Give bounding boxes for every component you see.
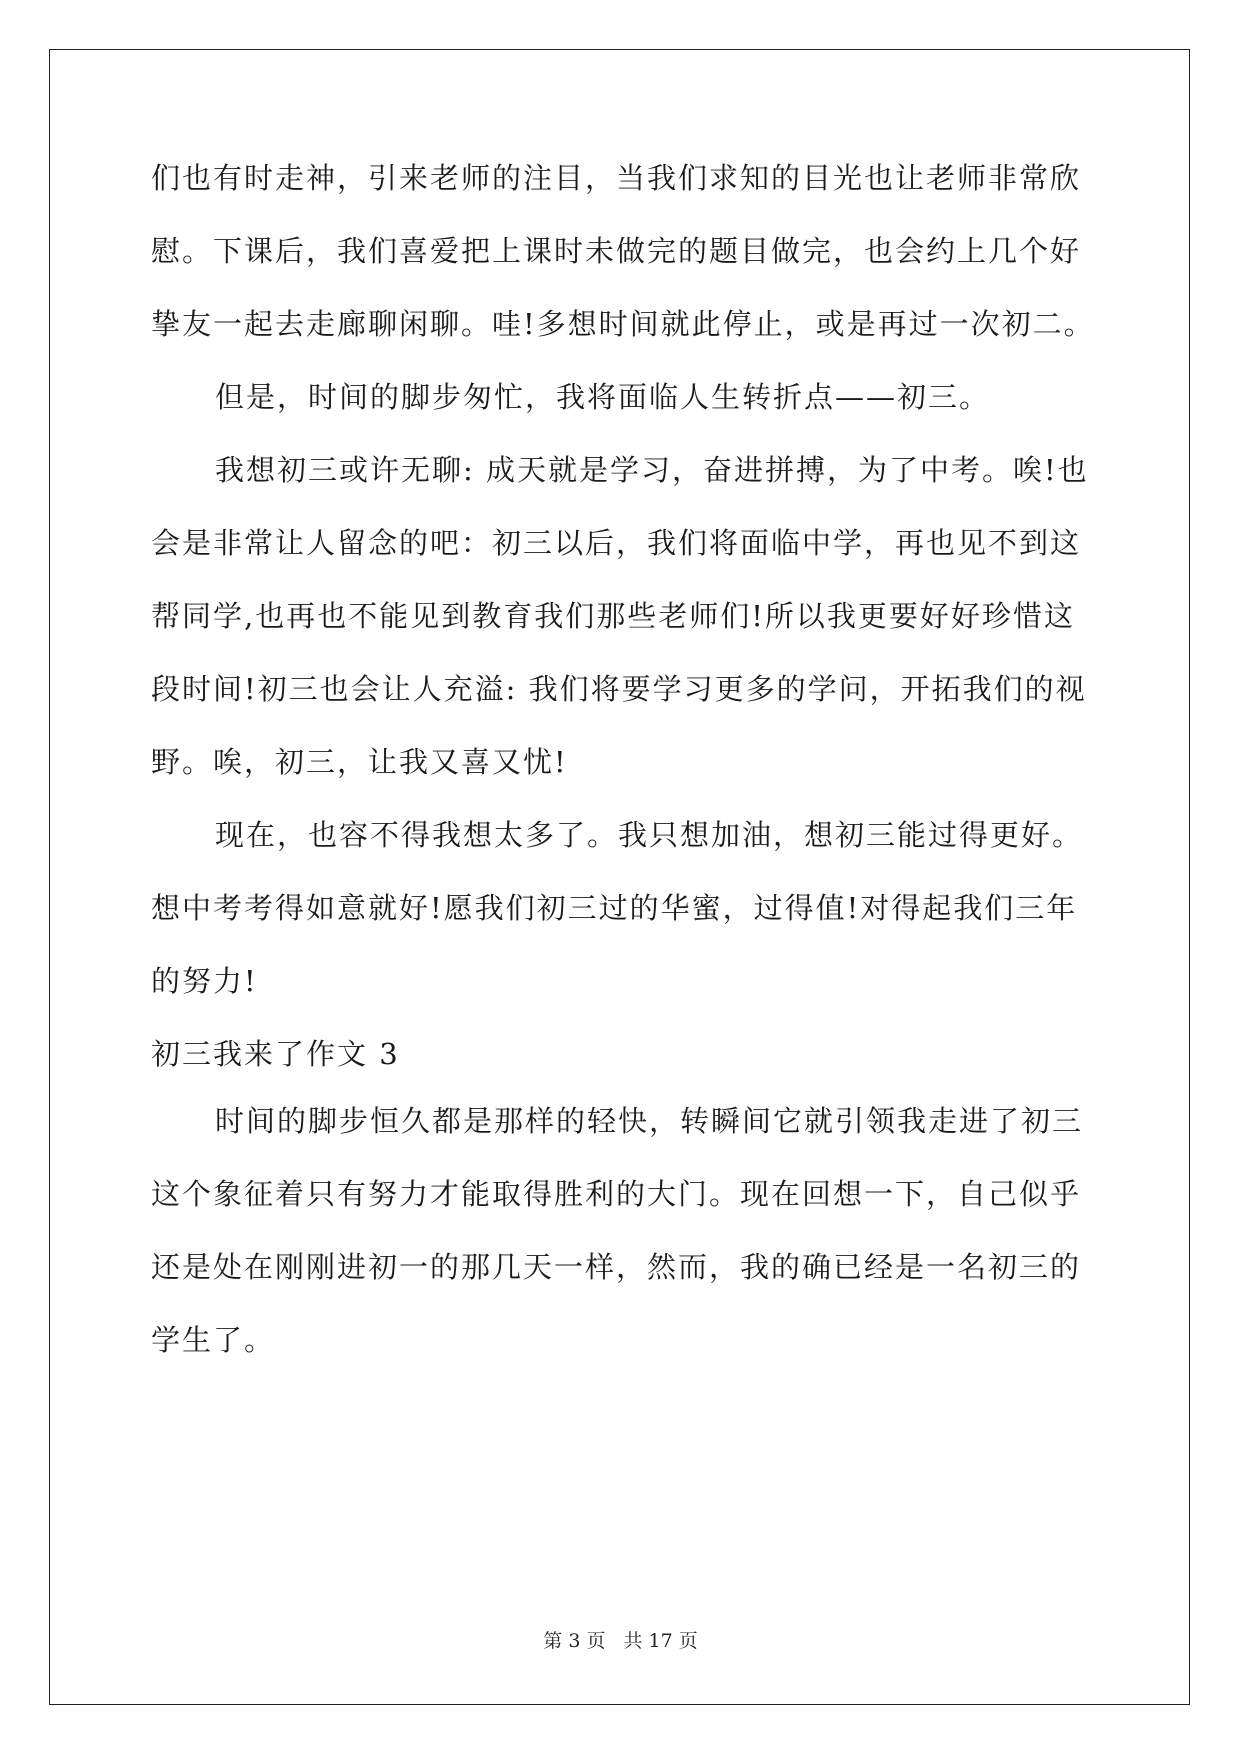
section-heading: 初三我来了作文 3 [151,1037,400,1071]
text-line: 们也有时走神，引来老师的注目，当我们求知的目光也让老师非常欣 [151,161,1082,195]
document-body [151,158,1095,1393]
text-line: 还是处在刚刚进初一的那几天一样，然而，我的确已经是一名初三的 [151,1250,1082,1284]
text-line: 学生了。 [151,1323,276,1357]
paragraph-start-line: 但是，时间的脚步匆忙，我将面临人生转折点——初三。 [215,380,991,414]
current-page-number: 第 3 页 [543,1630,606,1652]
text-line: 的努力! [151,964,258,998]
text-line: 慰。下课后，我们喜爱把上课时未做完的题目做完，也会约上几个好 [151,234,1082,268]
text-line: 挚友一起去走廊聊闲聊。哇!多想时间就此停止，或是再过一次初二。 [151,307,1095,341]
paragraph-start-line: 现在，也容不得我想太多了。我只想加油，想初三能过得更好。 [215,818,1084,852]
text-line: 会是非常让人留念的吧：初三以后，我们将面临中学，再也见不到这 [151,526,1082,560]
text-line: 野。唉，初三，让我又喜又忧! [151,745,568,779]
paragraph-start-line: 时间的脚步恒久都是那样的轻快，转瞬间它就引领我走进了初三 [215,1104,1084,1138]
page-footer [0,1626,1241,1653]
total-pages: 共 17 页 [623,1630,698,1652]
paragraph-start-line: 我想初三或许无聊: 成天就是学习，奋进拼搏，为了中考。唉!也 [215,453,1089,487]
text-line: 这个象征着只有努力才能取得胜利的大门。现在回想一下，自己似乎 [151,1177,1082,1211]
text-line: 想中考考得如意就好!愿我们初三过的华蜜，过得值!对得起我们三年 [151,891,1078,925]
text-line: 段时间!初三也会让人充溢: 我们将要学习更多的学问，开拓我们的视 [151,672,1087,706]
text-line: 帮同学,也再也不能见到教育我们那些老师们!所以我更要好好珍惜这 [151,599,1075,633]
